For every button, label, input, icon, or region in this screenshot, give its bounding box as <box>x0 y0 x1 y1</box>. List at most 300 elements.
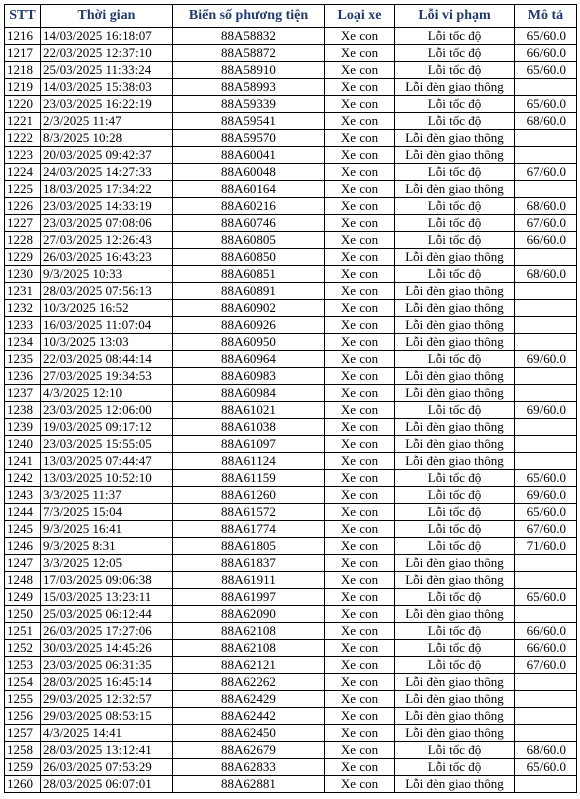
table-header <box>5 5 577 28</box>
table-row <box>5 691 577 708</box>
cell-violation: Lỗi tốc độ <box>395 538 515 555</box>
cell-plate: 88A60048 <box>173 164 325 181</box>
cell-description <box>515 708 577 725</box>
cell-violation: Lỗi tốc độ <box>395 266 515 283</box>
cell-violation: Lỗi đèn giao thông <box>395 674 515 691</box>
cell-vehicle-type: Xe con <box>325 283 395 300</box>
cell-stt: 1243 <box>5 487 41 504</box>
cell-description: 65/60.0 <box>515 470 577 487</box>
cell-vehicle-type: Xe con <box>325 538 395 555</box>
cell-stt: 1234 <box>5 334 41 351</box>
cell-stt: 1244 <box>5 504 41 521</box>
cell-vehicle-type: Xe con <box>325 572 395 589</box>
cell-description <box>515 776 577 793</box>
cell-violation: Lỗi đèn giao thông <box>395 130 515 147</box>
cell-description <box>515 555 577 572</box>
cell-time: 29/03/2025 08:53:15 <box>41 708 173 725</box>
table-row <box>5 606 577 623</box>
cell-stt: 1241 <box>5 453 41 470</box>
cell-violation: Lỗi tốc độ <box>395 470 515 487</box>
cell-description <box>515 385 577 402</box>
cell-description <box>515 334 577 351</box>
cell-violation: Lỗi tốc độ <box>395 487 515 504</box>
cell-plate: 88A61124 <box>173 453 325 470</box>
table-row <box>5 79 577 96</box>
cell-time: 29/03/2025 12:32:57 <box>41 691 173 708</box>
cell-vehicle-type: Xe con <box>325 725 395 742</box>
cell-vehicle-type: Xe con <box>325 674 395 691</box>
cell-violation: Lỗi đèn giao thông <box>395 79 515 96</box>
cell-violation: Lỗi tốc độ <box>395 45 515 62</box>
cell-plate: 88A61021 <box>173 402 325 419</box>
cell-description: 68/60.0 <box>515 198 577 215</box>
cell-description: 67/60.0 <box>515 521 577 538</box>
cell-violation: Lỗi tốc độ <box>395 402 515 419</box>
cell-vehicle-type: Xe con <box>325 351 395 368</box>
cell-time: 9/3/2025 8:31 <box>41 538 173 555</box>
table-row <box>5 640 577 657</box>
cell-time: 27/03/2025 12:26:43 <box>41 232 173 249</box>
cell-description <box>515 79 577 96</box>
cell-violation: Lỗi tốc độ <box>395 113 515 130</box>
cell-stt: 1236 <box>5 368 41 385</box>
cell-time: 23/03/2025 12:06:00 <box>41 402 173 419</box>
cell-plate: 88A59570 <box>173 130 325 147</box>
cell-stt: 1235 <box>5 351 41 368</box>
table-row <box>5 470 577 487</box>
cell-violation: Lỗi đèn giao thông <box>395 300 515 317</box>
table-row <box>5 28 577 45</box>
cell-stt: 1238 <box>5 402 41 419</box>
cell-vehicle-type: Xe con <box>325 589 395 606</box>
cell-description: 65/60.0 <box>515 504 577 521</box>
cell-description <box>515 606 577 623</box>
cell-vehicle-type: Xe con <box>325 232 395 249</box>
violation-table <box>4 4 577 793</box>
cell-stt: 1224 <box>5 164 41 181</box>
header-time: Thời gian <box>41 5 173 28</box>
table-row <box>5 351 577 368</box>
cell-time: 13/03/2025 10:52:10 <box>41 470 173 487</box>
cell-vehicle-type: Xe con <box>325 402 395 419</box>
cell-plate: 88A60926 <box>173 317 325 334</box>
table-row <box>5 317 577 334</box>
cell-stt: 1247 <box>5 555 41 572</box>
table-row <box>5 266 577 283</box>
cell-plate: 88A62429 <box>173 691 325 708</box>
cell-vehicle-type: Xe con <box>325 181 395 198</box>
cell-plate: 88A62108 <box>173 640 325 657</box>
cell-description <box>515 419 577 436</box>
cell-violation: Lỗi đèn giao thông <box>395 555 515 572</box>
cell-description <box>515 572 577 589</box>
cell-time: 20/03/2025 09:42:37 <box>41 147 173 164</box>
cell-vehicle-type: Xe con <box>325 742 395 759</box>
cell-stt: 1220 <box>5 96 41 113</box>
cell-stt: 1228 <box>5 232 41 249</box>
cell-plate: 88A60984 <box>173 385 325 402</box>
cell-description: 69/60.0 <box>515 351 577 368</box>
cell-violation: Lỗi đèn giao thông <box>395 385 515 402</box>
cell-description <box>515 453 577 470</box>
cell-plate: 88A60851 <box>173 266 325 283</box>
cell-stt: 1249 <box>5 589 41 606</box>
cell-violation: Lỗi đèn giao thông <box>395 368 515 385</box>
cell-description <box>515 130 577 147</box>
cell-plate: 88A60950 <box>173 334 325 351</box>
cell-stt: 1246 <box>5 538 41 555</box>
cell-violation: Lỗi đèn giao thông <box>395 419 515 436</box>
table-row <box>5 368 577 385</box>
cell-plate: 88A60041 <box>173 147 325 164</box>
table-row <box>5 419 577 436</box>
cell-time: 14/03/2025 15:38:03 <box>41 79 173 96</box>
cell-vehicle-type: Xe con <box>325 334 395 351</box>
header-violation: Lỗi vi phạm <box>395 5 515 28</box>
cell-violation: Lỗi đèn giao thông <box>395 249 515 266</box>
cell-stt: 1240 <box>5 436 41 453</box>
cell-plate: 88A62121 <box>173 657 325 674</box>
cell-stt: 1229 <box>5 249 41 266</box>
cell-stt: 1251 <box>5 623 41 640</box>
cell-stt: 1230 <box>5 266 41 283</box>
table-row <box>5 130 577 147</box>
table-row <box>5 113 577 130</box>
violation-table-container <box>4 4 577 793</box>
cell-description <box>515 436 577 453</box>
cell-violation: Lỗi đèn giao thông <box>395 606 515 623</box>
cell-stt: 1260 <box>5 776 41 793</box>
cell-description <box>515 181 577 198</box>
cell-violation: Lỗi tốc độ <box>395 215 515 232</box>
table-row <box>5 623 577 640</box>
cell-time: 25/03/2025 11:33:24 <box>41 62 173 79</box>
cell-violation: Lỗi đèn giao thông <box>395 572 515 589</box>
cell-plate: 88A62881 <box>173 776 325 793</box>
cell-violation: Lỗi đèn giao thông <box>395 776 515 793</box>
cell-plate: 88A60164 <box>173 181 325 198</box>
cell-violation: Lỗi tốc độ <box>395 640 515 657</box>
header-plate: Biển số phương tiện <box>173 5 325 28</box>
cell-stt: 1218 <box>5 62 41 79</box>
cell-stt: 1257 <box>5 725 41 742</box>
cell-description: 65/60.0 <box>515 589 577 606</box>
cell-time: 26/03/2025 17:27:06 <box>41 623 173 640</box>
cell-time: 23/03/2025 14:33:19 <box>41 198 173 215</box>
cell-vehicle-type: Xe con <box>325 385 395 402</box>
cell-description: 67/60.0 <box>515 164 577 181</box>
cell-description <box>515 368 577 385</box>
cell-stt: 1253 <box>5 657 41 674</box>
cell-vehicle-type: Xe con <box>325 776 395 793</box>
cell-violation: Lỗi đèn giao thông <box>395 283 515 300</box>
cell-vehicle-type: Xe con <box>325 470 395 487</box>
cell-description: 69/60.0 <box>515 402 577 419</box>
table-row <box>5 708 577 725</box>
table-row <box>5 62 577 79</box>
cell-stt: 1232 <box>5 300 41 317</box>
cell-stt: 1227 <box>5 215 41 232</box>
cell-vehicle-type: Xe con <box>325 436 395 453</box>
cell-plate: 88A60216 <box>173 198 325 215</box>
cell-description: 68/60.0 <box>515 266 577 283</box>
table-row <box>5 300 577 317</box>
cell-plate: 88A61038 <box>173 419 325 436</box>
cell-vehicle-type: Xe con <box>325 759 395 776</box>
cell-violation: Lỗi tốc độ <box>395 759 515 776</box>
cell-vehicle-type: Xe con <box>325 215 395 232</box>
cell-plate: 88A61260 <box>173 487 325 504</box>
table-row <box>5 45 577 62</box>
cell-time: 28/03/2025 06:07:01 <box>41 776 173 793</box>
cell-vehicle-type: Xe con <box>325 504 395 521</box>
cell-description <box>515 147 577 164</box>
cell-vehicle-type: Xe con <box>325 113 395 130</box>
cell-stt: 1219 <box>5 79 41 96</box>
cell-time: 24/03/2025 14:27:33 <box>41 164 173 181</box>
cell-vehicle-type: Xe con <box>325 198 395 215</box>
cell-violation: Lỗi đèn giao thông <box>395 334 515 351</box>
table-row <box>5 334 577 351</box>
cell-vehicle-type: Xe con <box>325 521 395 538</box>
cell-violation: Lỗi tốc độ <box>395 96 515 113</box>
cell-time: 28/03/2025 13:12:41 <box>41 742 173 759</box>
cell-description: 69/60.0 <box>515 487 577 504</box>
cell-stt: 1250 <box>5 606 41 623</box>
cell-plate: 88A62090 <box>173 606 325 623</box>
cell-plate: 88A61805 <box>173 538 325 555</box>
cell-vehicle-type: Xe con <box>325 419 395 436</box>
cell-violation: Lỗi tốc độ <box>395 62 515 79</box>
cell-time: 28/03/2025 16:45:14 <box>41 674 173 691</box>
cell-plate: 88A62442 <box>173 708 325 725</box>
cell-stt: 1226 <box>5 198 41 215</box>
table-row <box>5 436 577 453</box>
cell-description: 65/60.0 <box>515 96 577 113</box>
cell-time: 23/03/2025 07:08:06 <box>41 215 173 232</box>
cell-time: 13/03/2025 07:44:47 <box>41 453 173 470</box>
cell-time: 9/3/2025 10:33 <box>41 266 173 283</box>
table-row <box>5 385 577 402</box>
cell-time: 28/03/2025 07:56:13 <box>41 283 173 300</box>
cell-stt: 1237 <box>5 385 41 402</box>
cell-violation: Lỗi đèn giao thông <box>395 317 515 334</box>
cell-time: 22/03/2025 08:44:14 <box>41 351 173 368</box>
cell-violation: Lỗi tốc độ <box>395 198 515 215</box>
table-row <box>5 589 577 606</box>
cell-stt: 1223 <box>5 147 41 164</box>
cell-plate: 88A62108 <box>173 623 325 640</box>
cell-vehicle-type: Xe con <box>325 487 395 504</box>
cell-violation: Lỗi tốc độ <box>395 351 515 368</box>
table-row <box>5 147 577 164</box>
cell-violation: Lỗi tốc độ <box>395 742 515 759</box>
cell-plate: 88A61572 <box>173 504 325 521</box>
table-row <box>5 181 577 198</box>
cell-plate: 88A60964 <box>173 351 325 368</box>
cell-plate: 88A60746 <box>173 215 325 232</box>
cell-time: 23/03/2025 15:55:05 <box>41 436 173 453</box>
cell-plate: 88A60891 <box>173 283 325 300</box>
header-description: Mô tả <box>515 5 577 28</box>
cell-violation: Lỗi tốc độ <box>395 504 515 521</box>
cell-description <box>515 725 577 742</box>
cell-time: 26/03/2025 07:53:29 <box>41 759 173 776</box>
cell-vehicle-type: Xe con <box>325 96 395 113</box>
cell-vehicle-type: Xe con <box>325 266 395 283</box>
cell-vehicle-type: Xe con <box>325 640 395 657</box>
cell-time: 3/3/2025 12:05 <box>41 555 173 572</box>
cell-violation: Lỗi đèn giao thông <box>395 436 515 453</box>
cell-vehicle-type: Xe con <box>325 657 395 674</box>
header-vehicle-type: Loại xe <box>325 5 395 28</box>
cell-description <box>515 674 577 691</box>
table-row <box>5 487 577 504</box>
cell-vehicle-type: Xe con <box>325 28 395 45</box>
cell-description <box>515 300 577 317</box>
cell-violation: Lỗi tốc độ <box>395 589 515 606</box>
cell-violation: Lỗi đèn giao thông <box>395 147 515 164</box>
table-row <box>5 725 577 742</box>
cell-description: 65/60.0 <box>515 759 577 776</box>
cell-time: 3/3/2025 11:37 <box>41 487 173 504</box>
cell-violation: Lỗi tốc độ <box>395 232 515 249</box>
cell-stt: 1259 <box>5 759 41 776</box>
cell-stt: 1222 <box>5 130 41 147</box>
table-row <box>5 674 577 691</box>
cell-plate: 88A61997 <box>173 589 325 606</box>
cell-time: 30/03/2025 14:45:26 <box>41 640 173 657</box>
cell-vehicle-type: Xe con <box>325 555 395 572</box>
cell-stt: 1248 <box>5 572 41 589</box>
cell-plate: 88A59339 <box>173 96 325 113</box>
table-row <box>5 198 577 215</box>
cell-violation: Lỗi đèn giao thông <box>395 691 515 708</box>
cell-description <box>515 317 577 334</box>
cell-time: 26/03/2025 16:43:23 <box>41 249 173 266</box>
cell-stt: 1216 <box>5 28 41 45</box>
table-row <box>5 232 577 249</box>
cell-description: 67/60.0 <box>515 215 577 232</box>
cell-stt: 1254 <box>5 674 41 691</box>
table-row <box>5 504 577 521</box>
cell-description: 71/60.0 <box>515 538 577 555</box>
table-row <box>5 742 577 759</box>
cell-description: 66/60.0 <box>515 623 577 640</box>
cell-vehicle-type: Xe con <box>325 147 395 164</box>
cell-time: 4/3/2025 14:41 <box>41 725 173 742</box>
cell-plate: 88A60902 <box>173 300 325 317</box>
cell-plate: 88A60805 <box>173 232 325 249</box>
cell-description: 66/60.0 <box>515 640 577 657</box>
cell-vehicle-type: Xe con <box>325 708 395 725</box>
cell-time: 10/3/2025 13:03 <box>41 334 173 351</box>
table-row <box>5 283 577 300</box>
cell-time: 18/03/2025 17:34:22 <box>41 181 173 198</box>
table-row <box>5 555 577 572</box>
cell-plate: 88A59541 <box>173 113 325 130</box>
cell-vehicle-type: Xe con <box>325 249 395 266</box>
cell-description <box>515 691 577 708</box>
cell-time: 27/03/2025 19:34:53 <box>41 368 173 385</box>
cell-plate: 88A62450 <box>173 725 325 742</box>
cell-time: 10/3/2025 16:52 <box>41 300 173 317</box>
table-row <box>5 215 577 232</box>
cell-vehicle-type: Xe con <box>325 130 395 147</box>
cell-time: 9/3/2025 16:41 <box>41 521 173 538</box>
cell-vehicle-type: Xe con <box>325 300 395 317</box>
cell-plate: 88A61837 <box>173 555 325 572</box>
cell-plate: 88A58832 <box>173 28 325 45</box>
cell-time: 16/03/2025 11:07:04 <box>41 317 173 334</box>
cell-vehicle-type: Xe con <box>325 164 395 181</box>
cell-stt: 1239 <box>5 419 41 436</box>
cell-violation: Lỗi tốc độ <box>395 623 515 640</box>
cell-stt: 1256 <box>5 708 41 725</box>
cell-vehicle-type: Xe con <box>325 62 395 79</box>
cell-plate: 88A62262 <box>173 674 325 691</box>
header-stt: STT <box>5 5 41 28</box>
cell-violation: Lỗi đèn giao thông <box>395 708 515 725</box>
cell-plate: 88A58910 <box>173 62 325 79</box>
cell-description: 68/60.0 <box>515 113 577 130</box>
cell-violation: Lỗi đèn giao thông <box>395 453 515 470</box>
cell-stt: 1242 <box>5 470 41 487</box>
cell-stt: 1245 <box>5 521 41 538</box>
cell-plate: 88A58872 <box>173 45 325 62</box>
cell-vehicle-type: Xe con <box>325 317 395 334</box>
cell-vehicle-type: Xe con <box>325 453 395 470</box>
table-row <box>5 249 577 266</box>
table-row <box>5 776 577 793</box>
cell-time: 19/03/2025 09:17:12 <box>41 419 173 436</box>
table-row <box>5 572 577 589</box>
cell-time: 17/03/2025 09:06:38 <box>41 572 173 589</box>
cell-description: 66/60.0 <box>515 45 577 62</box>
cell-stt: 1233 <box>5 317 41 334</box>
cell-plate: 88A58993 <box>173 79 325 96</box>
cell-time: 23/03/2025 06:31:35 <box>41 657 173 674</box>
cell-plate: 88A61097 <box>173 436 325 453</box>
cell-description: 68/60.0 <box>515 742 577 759</box>
cell-stt: 1255 <box>5 691 41 708</box>
table-row <box>5 402 577 419</box>
cell-description: 65/60.0 <box>515 62 577 79</box>
cell-time: 22/03/2025 12:37:10 <box>41 45 173 62</box>
table-row <box>5 164 577 181</box>
cell-description: 65/60.0 <box>515 28 577 45</box>
cell-vehicle-type: Xe con <box>325 623 395 640</box>
cell-plate: 88A61159 <box>173 470 325 487</box>
cell-description: 67/60.0 <box>515 657 577 674</box>
table-row <box>5 657 577 674</box>
table-body <box>5 28 577 793</box>
cell-vehicle-type: Xe con <box>325 45 395 62</box>
cell-time: 23/03/2025 16:22:19 <box>41 96 173 113</box>
cell-plate: 88A62679 <box>173 742 325 759</box>
cell-plate: 88A62833 <box>173 759 325 776</box>
table-row <box>5 759 577 776</box>
table-row <box>5 96 577 113</box>
cell-stt: 1252 <box>5 640 41 657</box>
cell-vehicle-type: Xe con <box>325 79 395 96</box>
cell-plate: 88A60850 <box>173 249 325 266</box>
cell-description: 66/60.0 <box>515 232 577 249</box>
cell-stt: 1225 <box>5 181 41 198</box>
cell-stt: 1258 <box>5 742 41 759</box>
cell-stt: 1231 <box>5 283 41 300</box>
cell-violation: Lỗi đèn giao thông <box>395 725 515 742</box>
